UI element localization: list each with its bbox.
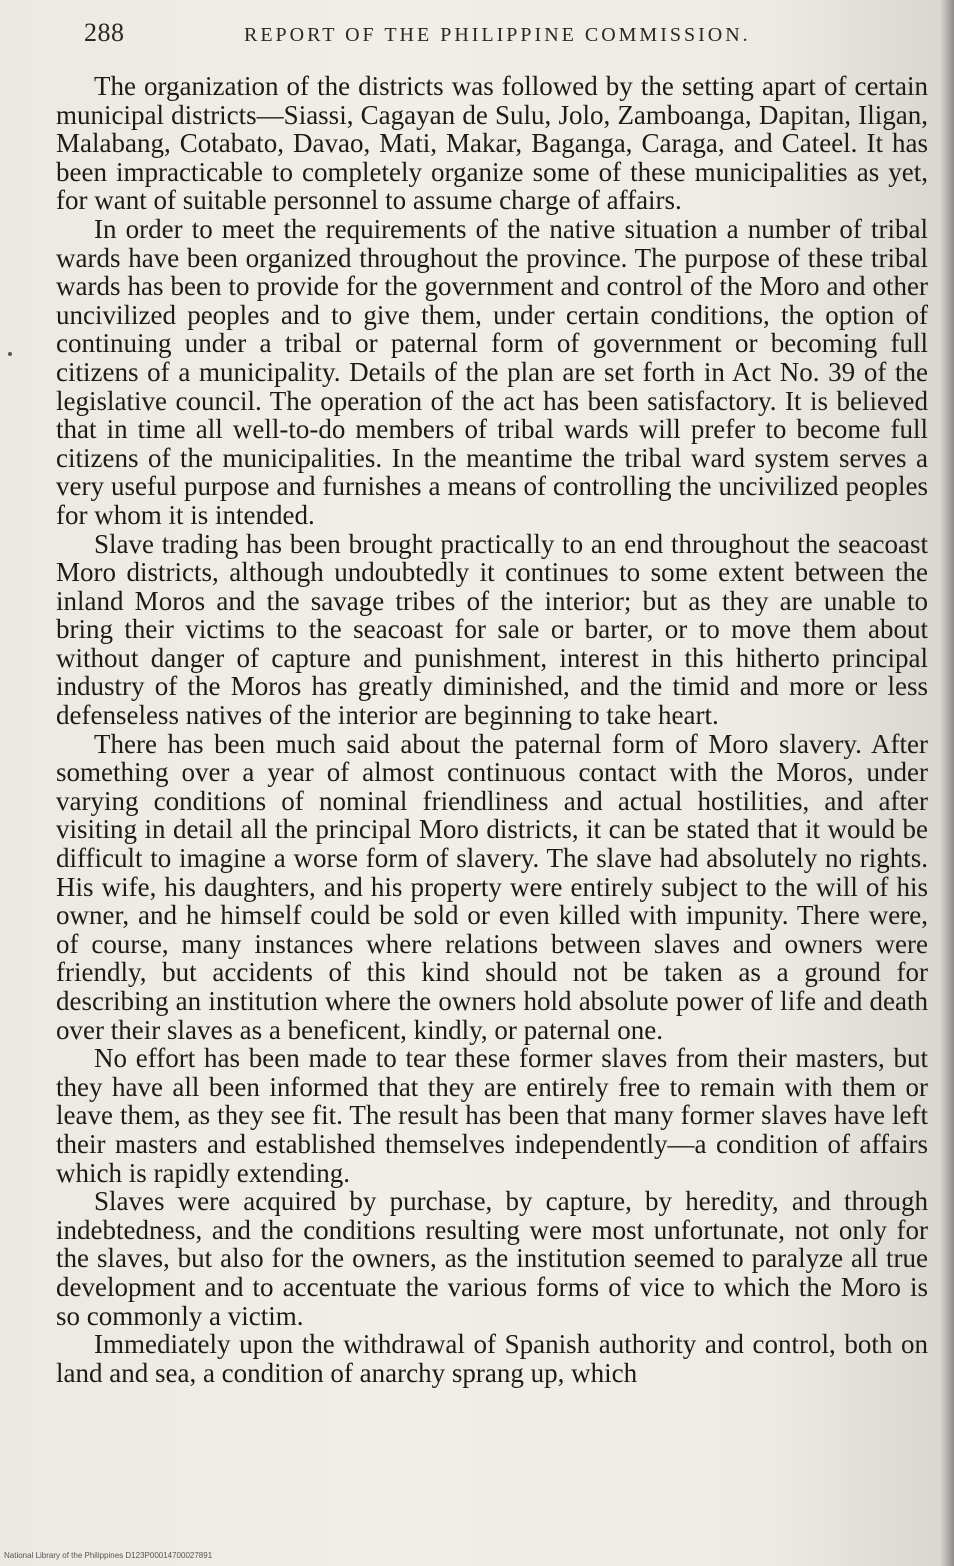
- paragraph-anarchy: Immediately upon the withdrawal of Spanish authority and control, both on land and sea, a condition of anarchy sprang up, which: [56, 1329, 928, 1388]
- paragraph-moro-slavery: There has been much said about the paternal form of Moro slavery. After something over a year of almost continuous contact with the Moros, under varying conditions of nominal friendliness and actual hostilities, and after visiting in detail all the principal Moro districts, it can be stated that it would be difficult to imagine a worse form of slavery. The slave had absolutely no rights. His wife, his daughters, and his property were entirely subject to the will of his owner, and he himself could be sold or even killed with impunity. There were, of course, many instances where relations between slaves and owners were friendly, but accidents of this kind should not be taken as a ground for describing an institution where the owners hold absolute power of life and death over their slaves as a beneficent, kindly, or paternal one.: [56, 728, 928, 1045]
- paragraph-acquisition: Slaves were acquired by purchase, by capture, by heredity, and through indebtedness, and the conditions resulting were most unfortunate, not only for the slaves, but also for the owners, as the institution seemed to paralyze all true development and to accentuate the various forms of vice to which the Moro is so commonly a victim.: [56, 1186, 928, 1331]
- margin-speck: [8, 352, 12, 356]
- running-head: REPORT OF THE PHILIPPINE COMMISSION.: [244, 24, 751, 46]
- paragraph-tribal-wards: In order to meet the requirements of the native situation a number of tribal wards have been organized throughout the province. The purpose of these tribal wards has been to provide for the government and control of the Moro and other uncivilized peoples and to give them, under certain conditions, the option of continuing under a tribal or paternal form of government or becoming full citizens of a municipality. Details of the plan are set forth in Act No. 39 of the legislative council. The operation of the act has been satisfactory. It is believed that in time all well-to-do members of tribal wards will prefer to become full citizens of the municipalities. In the meantime the tribal ward system serves a very useful purpose and furnishes a means of controlling the uncivilized peoples for whom it is intended.: [56, 213, 928, 530]
- page-header: [84, 18, 934, 58]
- page-edge-shadow: [940, 0, 954, 1566]
- paragraph-slave-trading: Slave trading has been brought practically to an end throughout the seacoast Moro districts, although undoubtedly it continues to some extent between the inland Moros and the savage tribes of the interior; but as they are unable to bring their victims to the seacoast for sale or barter, or to move them about without danger of capture and punishment, interest in this hitherto principal industry of the Moros has greatly diminished, and the timid and more or less defenseless natives of the interior are beginning to take heart.: [56, 528, 928, 731]
- page-body: [56, 72, 928, 1387]
- page-number: 288: [84, 18, 125, 47]
- paragraph-districts: The organization of the districts was followed by the setting apart of certain municipal districts—Siassi, Cagayan de Sulu, Jolo, Zamboanga, Dapitan, Iligan, Malabang, Cotabato, Davao, Mati, Makar, Baganga, Caraga, and Cateel. It has been impracticable to completely organize some of these municipalities as yet, for want of suitable personnel to assume charge of affairs.: [56, 71, 928, 216]
- scan-credit: National Library of the Philippines D123P00014700027891: [4, 1551, 213, 1560]
- paragraph-former-slaves: No effort has been made to tear these former slaves from their masters, but they have all been informed that they are entirely free to remain with them or leave them, as they see fit. The result has been that many former slaves have left their masters and established themselves independently—a condition of affairs which is rapidly extending.: [56, 1043, 928, 1188]
